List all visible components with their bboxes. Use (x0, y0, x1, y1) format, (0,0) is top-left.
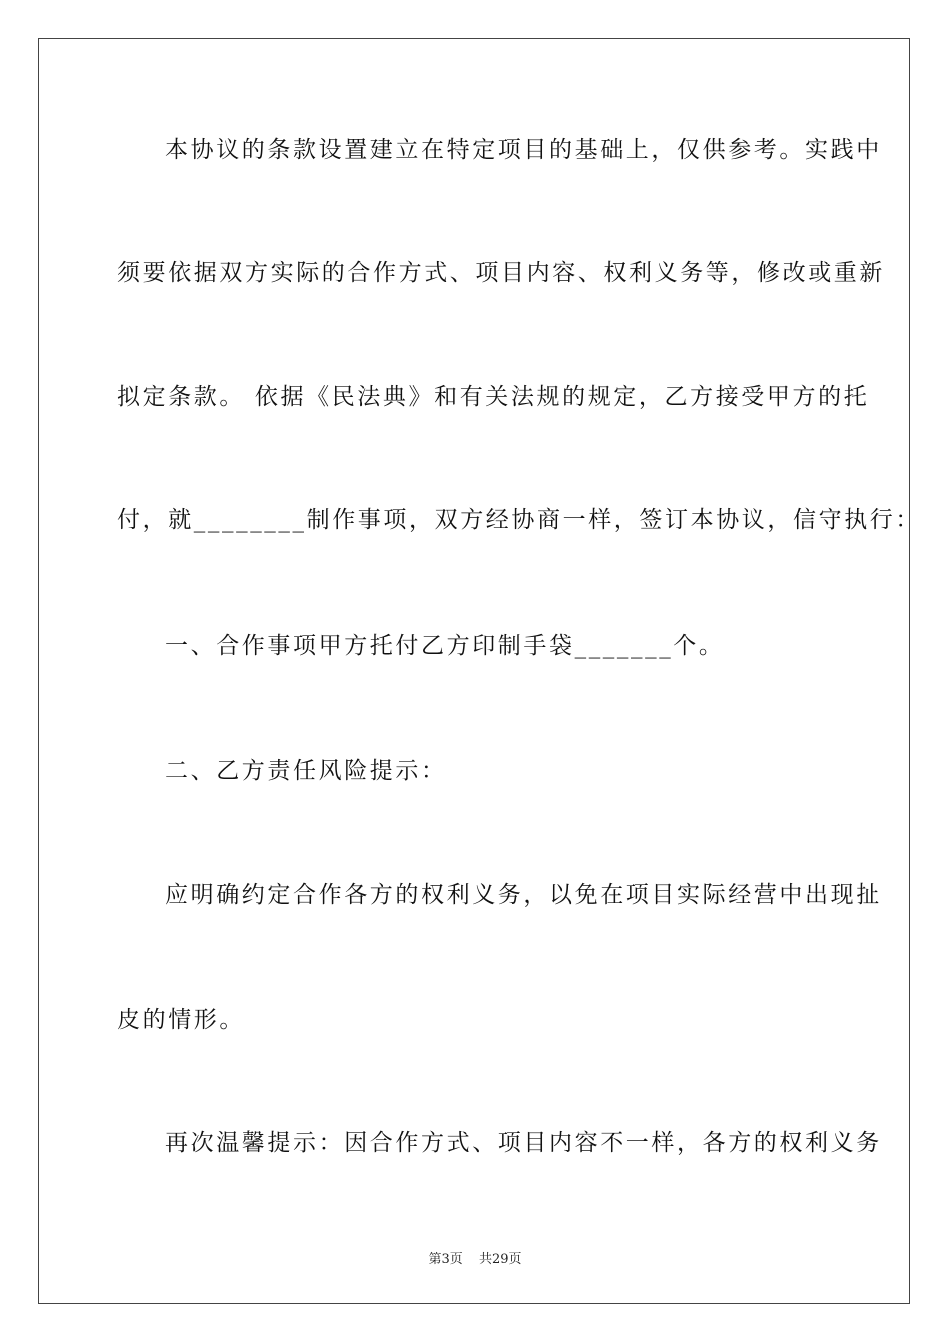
page-number: 第3页 (428, 1252, 463, 1267)
total-pages: 共29页 (478, 1252, 522, 1267)
paragraph-line: 再次温馨提示：因合作方式、项目内容不一样，各方的权利义务 (165, 1130, 882, 1156)
section-heading-cooperation: 一、合作事项甲方托付乙方印制手袋_______个。 (165, 633, 725, 659)
paragraph-line: 付，就________制作事项，双方经协商一样，签订本协议，信守执行： (117, 507, 921, 533)
paragraph-line: 应明确约定合作各方的权利义务，以免在项目实际经营中出现扯 (165, 882, 882, 908)
page-border (38, 38, 921, 1304)
page-footer (0, 1248, 950, 1267)
paragraph-line: 拟定条款。 依据《民法典》和有关法规的规定，乙方接受甲方的托 (117, 384, 870, 410)
paragraph-line: 皮的情形。 (117, 1007, 245, 1033)
paragraph-line: 本协议的条款设置建立在特定项目的基础上，仅供参考。实践中 (165, 137, 882, 163)
paragraph-line: 须要依据双方实际的合作方式、项目内容、权利义务等，修改或重新 (117, 260, 885, 286)
section-heading-risk: 二、乙方责任风险提示： (165, 758, 447, 784)
